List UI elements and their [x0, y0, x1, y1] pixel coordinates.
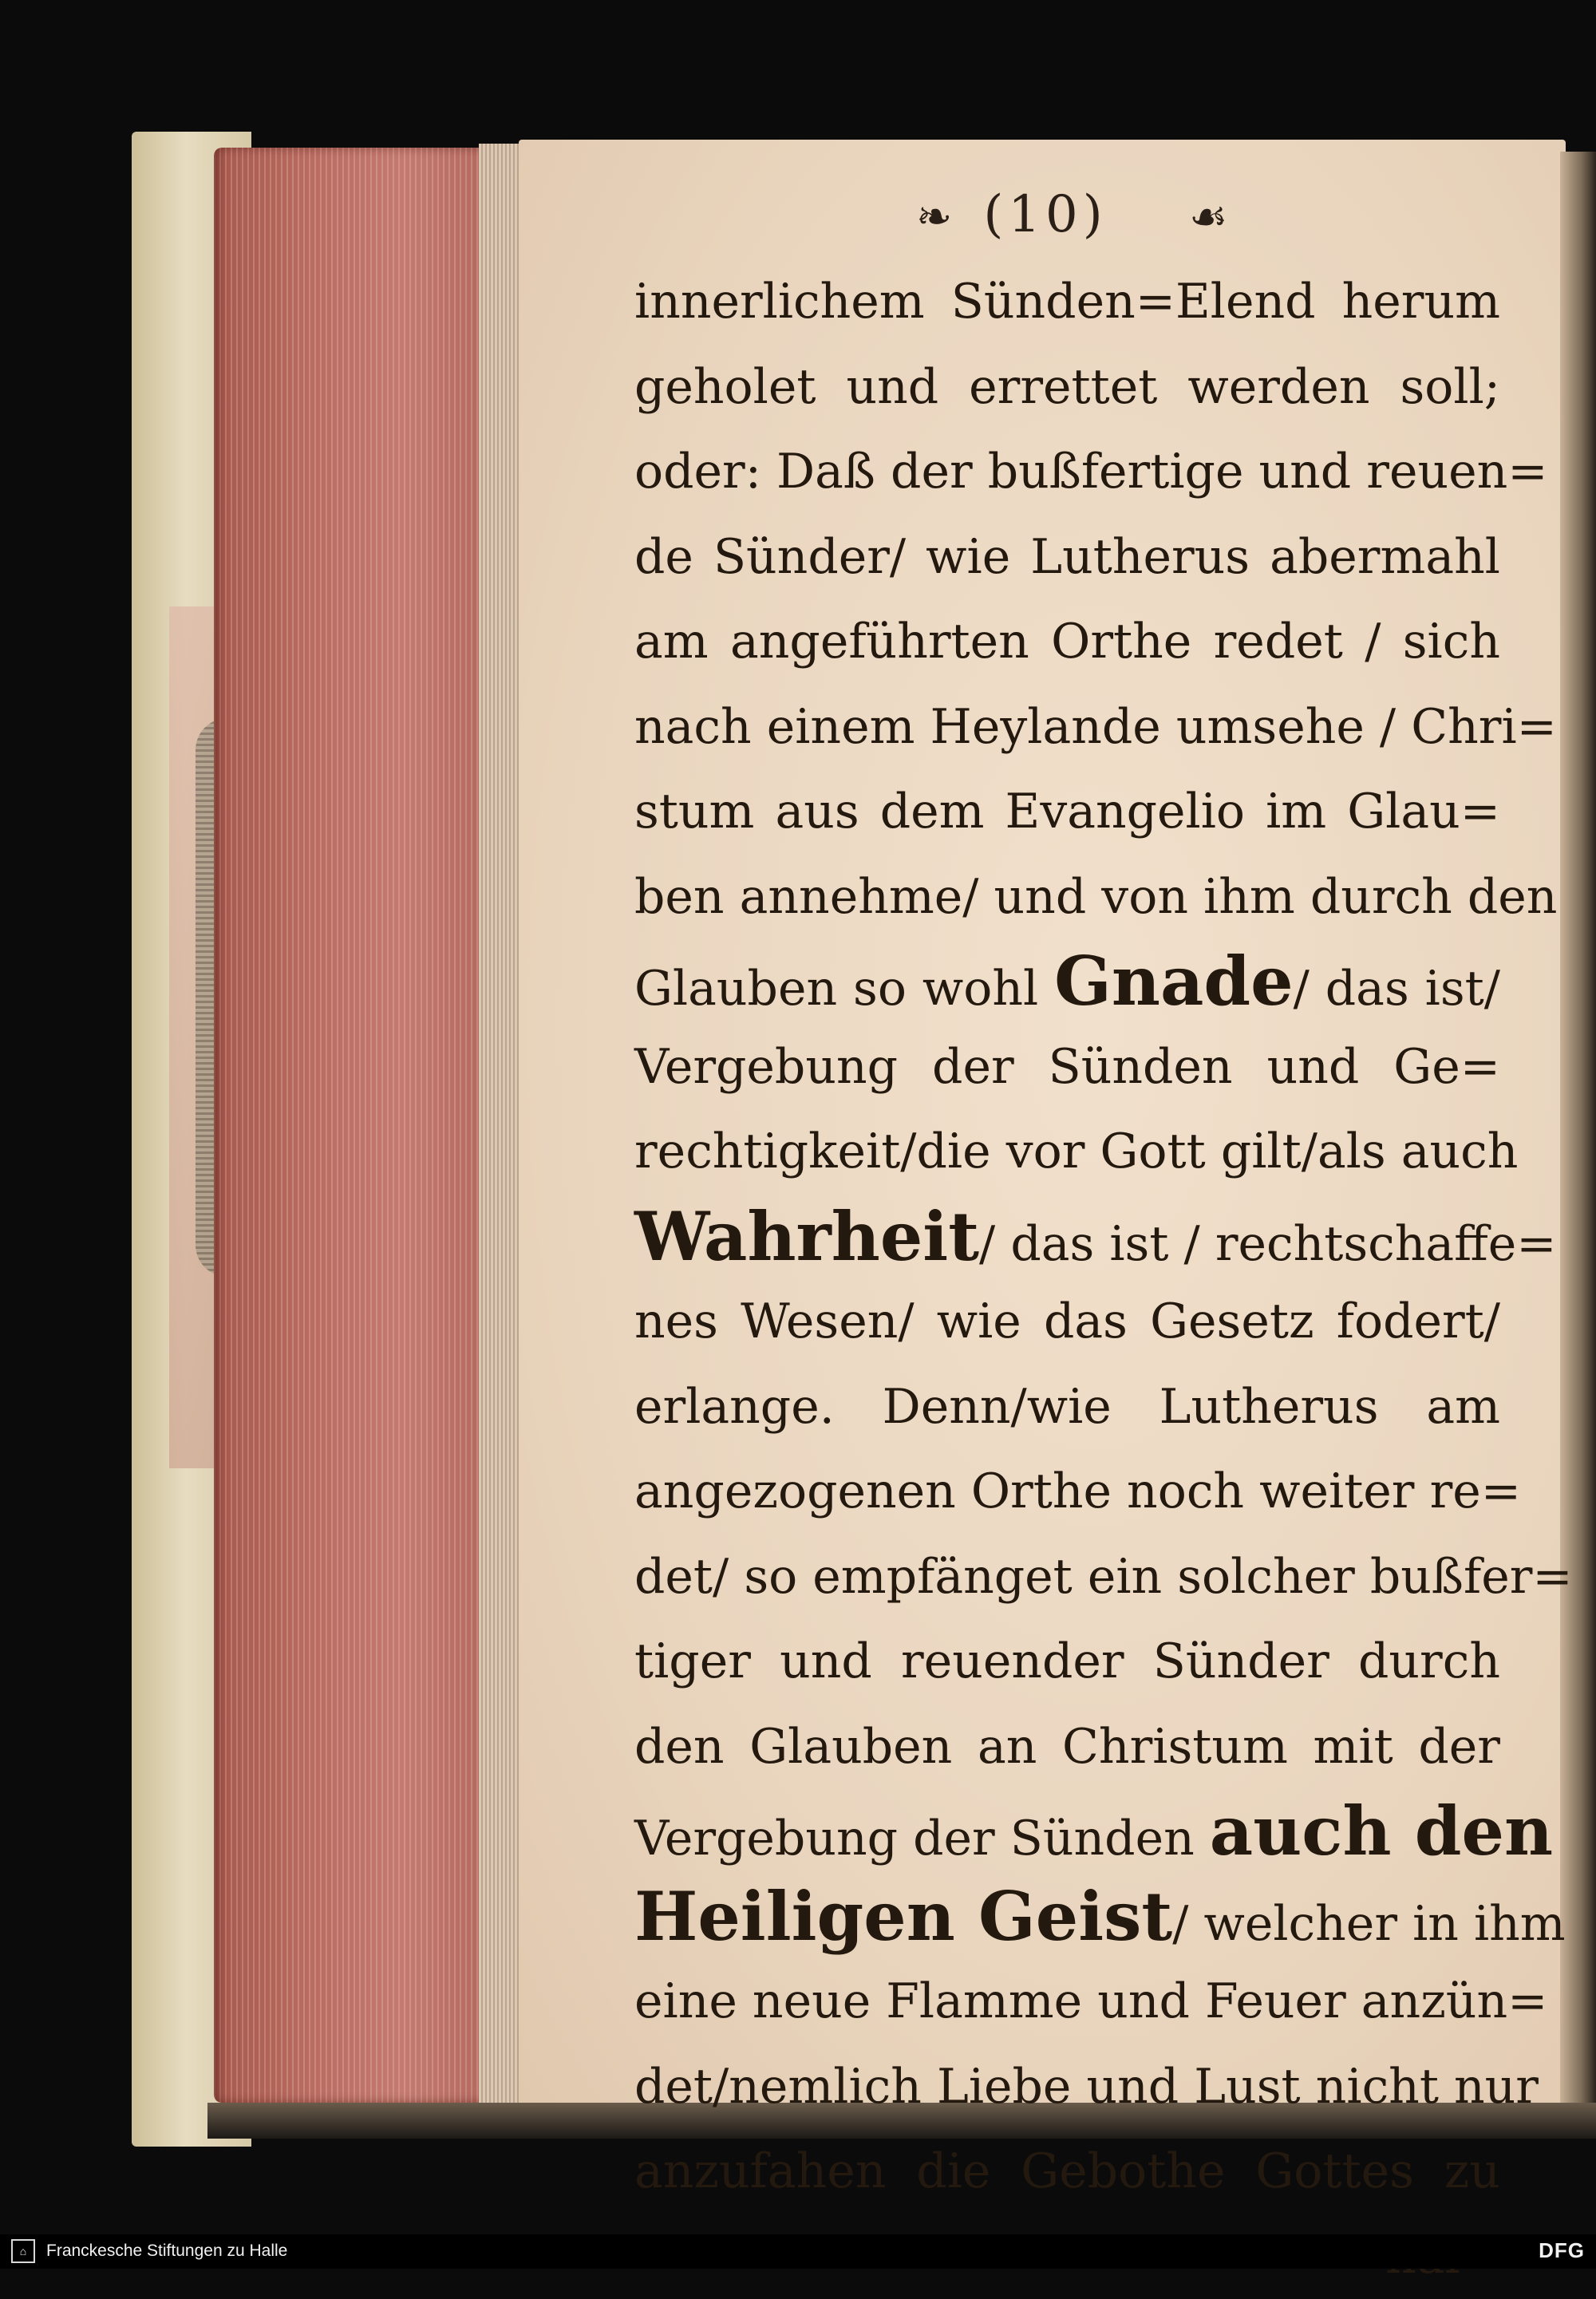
line-text: de Sünder/ wie Lutherus abermahl — [634, 529, 1500, 585]
line-text: stum aus dem Evangelio im Glau= — [634, 784, 1500, 839]
text-line — [634, 1195, 1500, 1280]
line-text: / das ist / rechtschaffe= — [979, 1216, 1557, 1272]
page-body-text — [634, 259, 1500, 2299]
line-text: nes Wesen/ wie das Gesetz fodert/ — [634, 1294, 1500, 1349]
text-line — [634, 1109, 1500, 1195]
page-leaves — [479, 144, 519, 2107]
text-line — [634, 1959, 1500, 2044]
red-page-edges — [214, 148, 485, 2103]
text-line — [634, 599, 1500, 685]
text-line — [634, 1874, 1500, 1960]
text-line — [634, 429, 1500, 515]
line-text: tiger und reuender Sünder durch — [634, 1633, 1500, 1689]
line-text: anzufahen die Gebothe Gottes zu — [634, 2143, 1500, 2199]
line-text: den Glauben an Christum mit der — [634, 1719, 1500, 1775]
text-line — [634, 1535, 1500, 1620]
line-text: geholet und errettet werden soll; — [634, 359, 1500, 415]
line-text: erlange. Denn/wie Lutherus am — [634, 1379, 1500, 1435]
line-text: Glauben so wohl — [634, 961, 1054, 1017]
text-line — [634, 2044, 1500, 2130]
text-line — [634, 769, 1500, 855]
line-text: / das ist/ — [1294, 961, 1500, 1017]
line-text: ben annehme/ und von ihm durch den — [634, 869, 1557, 925]
emphasized-word: auch den — [1210, 1791, 1553, 1870]
text-line — [634, 1619, 1500, 1704]
text-line — [634, 939, 1500, 1025]
institution-logo-icon: ⌂ — [11, 2239, 35, 2263]
text-line — [634, 345, 1500, 430]
line-text: Vergebung der Sünden und Ge= — [634, 1039, 1500, 1095]
line-text: det/ so empfänget ein solcher bußfer= — [634, 1549, 1573, 1605]
text-line — [634, 1449, 1500, 1535]
text-line — [634, 515, 1500, 600]
text-line — [634, 1704, 1500, 1790]
text-line — [634, 1365, 1500, 1450]
line-text: rechtigkeit/die vor Gott gilt/als auch — [634, 1124, 1518, 1179]
text-line — [634, 1789, 1500, 1874]
emphasized-word: Wahrheit — [634, 1197, 979, 1276]
page-number: (10) — [926, 185, 1165, 244]
ornament-left-icon: ❧ — [916, 192, 952, 242]
text-line — [634, 2129, 1500, 2214]
line-text: nach einem Heylande umsehe / Chri= — [634, 699, 1557, 755]
line-text: det/nemlich Liebe und Lust nicht nur — [634, 2059, 1539, 2115]
ornament-right-icon: ☙ — [1189, 192, 1227, 242]
emphasized-word: Heiligen Geist — [634, 1877, 1172, 1956]
line-text: eine neue Flamme und Feuer anzün= — [634, 1973, 1547, 2029]
text-line — [634, 1279, 1500, 1365]
line-text: innerlichem Sünden=Elend herum — [634, 274, 1500, 330]
dfg-logo: DFG — [1539, 2238, 1585, 2263]
line-text: Vergebung der Sünden — [634, 1811, 1210, 1866]
emphasized-word: Gnade — [1054, 942, 1293, 1021]
line-text: am angeführten Orthe redet / sich — [634, 614, 1500, 670]
line-text: / welcher in ihm — [1172, 1896, 1565, 1952]
line-text: angezogenen Orthe noch weiter re= — [634, 1464, 1521, 1519]
text-line — [634, 685, 1500, 770]
line-text: oder: Daß der bußfertige und reuen= — [634, 444, 1548, 500]
binding-gutter — [1560, 152, 1596, 2107]
text-line — [634, 1025, 1500, 1110]
institution-name: Franckesche Stiftungen zu Halle — [46, 2242, 287, 2261]
viewer-footer — [0, 2234, 1596, 2269]
text-line — [634, 259, 1500, 345]
text-line — [634, 855, 1500, 940]
